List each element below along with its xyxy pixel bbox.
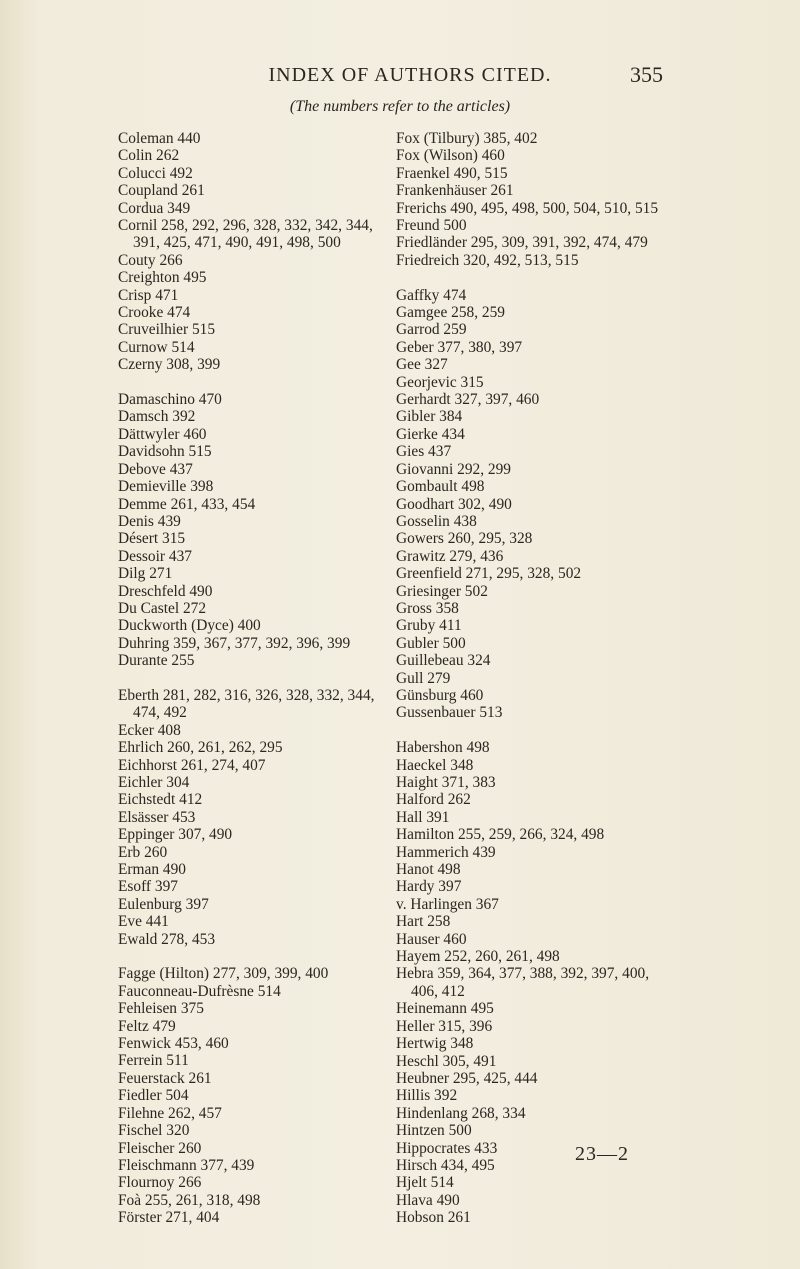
- index-entry: Grawitz 279, 436: [396, 547, 504, 565]
- index-entry: Eulenburg 397: [118, 895, 209, 913]
- index-entry: Heubner 295, 425, 444: [396, 1069, 538, 1087]
- index-entry: Hobson 261: [396, 1209, 471, 1227]
- index-entry: Günsburg 460: [396, 686, 484, 704]
- index-entry: Ferrein 511: [118, 1052, 189, 1070]
- index-entry: Dilg 271: [118, 565, 173, 583]
- index-entry: Heller 315, 396: [396, 1017, 493, 1035]
- index-entry: Gussenbauer 513: [396, 704, 503, 722]
- index-entry: Demme 261, 433, 454: [118, 495, 256, 513]
- index-entry: Damsch 392: [118, 408, 196, 426]
- index-entry: Dättwyler 460: [118, 425, 207, 443]
- index-entry: Heinemann 495: [396, 1000, 494, 1018]
- page-number: 355: [630, 62, 663, 87]
- left-index-column: [118, 130, 418, 1244]
- index-entry: Crooke 474: [118, 304, 191, 322]
- index-entry: Habershon 498: [396, 739, 490, 757]
- index-entry: Haight 371, 383: [396, 774, 496, 791]
- index-entry: Geber 377, 380, 397: [396, 338, 523, 356]
- index-entry: Fraenkel 490, 515: [396, 164, 508, 182]
- index-entry: Frankenhäuser 261: [396, 182, 514, 200]
- index-entry: Foà 255, 261, 318, 498: [118, 1191, 261, 1209]
- index-entry: Couty 266: [118, 251, 183, 269]
- index-entry: Filehne 262, 457: [118, 1104, 222, 1122]
- index-entry: Gombault 498: [396, 478, 485, 496]
- index-entry: Ecker 408: [118, 721, 181, 739]
- index-entry: Hamilton 255, 259, 266, 324, 498: [396, 826, 605, 844]
- letter-group: [118, 130, 418, 374]
- index-entry: Cruveilhier 515: [118, 321, 216, 339]
- index-entry-continuation: 391, 425, 471, 490, 491, 498, 500: [133, 234, 341, 252]
- index-entry: v. Harlingen 367: [396, 895, 499, 913]
- index-entry: Fischel 320: [118, 1122, 190, 1140]
- letter-group: [118, 687, 418, 948]
- index-entry: Gross 358: [396, 599, 459, 617]
- index-entry: Hardy 397: [396, 878, 462, 896]
- index-entry: Hammerich 439: [396, 843, 496, 861]
- index-entry: Giovanni 292, 299: [396, 460, 511, 478]
- index-entry: Halford 262: [396, 791, 471, 809]
- letter-group: [118, 965, 418, 1226]
- index-entry: Hauser 460: [396, 930, 467, 948]
- index-entry: Hebra 359, 364, 377, 388, 392, 397, 400,: [396, 965, 650, 983]
- index-entry-continuation: 406, 412: [411, 982, 465, 1000]
- index-entry: Fox (Tilbury) 385, 402: [396, 130, 538, 147]
- index-entry: Fenwick 453, 460: [118, 1035, 229, 1053]
- index-entry: Fleischmann 377, 439: [118, 1156, 255, 1174]
- index-entry: Davidsohn 515: [118, 443, 212, 461]
- index-entry: Georjevic 315: [396, 373, 484, 391]
- index-entry: Gierke 434: [396, 425, 465, 443]
- index-entry: Dreschfeld 490: [118, 582, 213, 600]
- index-note: (The numbers refer to the articles): [289, 98, 511, 115]
- right-index-column: [396, 130, 796, 1244]
- index-entry: Ewald 278, 453: [118, 930, 216, 948]
- index-entry: Hertwig 348: [396, 1035, 474, 1053]
- index-entry: Damaschino 470: [118, 391, 222, 409]
- index-entry: Hippocrates 433: [396, 1139, 498, 1157]
- index-entry: Eichstedt 412: [118, 791, 203, 809]
- index-entry: Gaffky 474: [396, 286, 467, 304]
- index-entry: Gibler 384: [396, 408, 463, 426]
- index-entry: Durante 255: [118, 652, 195, 670]
- index-entry: Erb 260: [118, 843, 168, 861]
- index-entry: Heschl 305, 491: [396, 1052, 497, 1070]
- index-entry: Coupland 261: [118, 182, 205, 200]
- index-entry: Erman 490: [118, 861, 186, 879]
- index-entry: Greenfield 271, 295, 328, 502: [396, 565, 582, 583]
- index-entry: Hillis 392: [396, 1087, 458, 1105]
- index-entry: Duckworth (Dyce) 400: [118, 617, 261, 635]
- index-entry: Debove 437: [118, 460, 193, 478]
- index-entry: Duhring 359, 367, 377, 392, 396, 399: [118, 634, 351, 652]
- index-entry: Creighton 495: [118, 269, 207, 287]
- index-entry: Goodhart 302, 490: [396, 495, 512, 513]
- index-entry: Feltz 479: [118, 1017, 176, 1035]
- index-entry: Eberth 281, 282, 316, 326, 328, 332, 344,: [118, 686, 375, 704]
- index-entry: Gosselin 438: [396, 512, 477, 530]
- index-entry: Colucci 492: [118, 164, 193, 182]
- index-entry: Fagge (Hilton) 277, 309, 399, 400: [118, 965, 329, 983]
- index-entry: Fehleisen 375: [118, 1000, 204, 1018]
- index-entry: Fox (Wilson) 460: [396, 147, 505, 165]
- index-entry: Fiedler 504: [118, 1087, 189, 1105]
- index-entry: Gull 279: [396, 669, 451, 687]
- letter-group: [396, 130, 796, 269]
- printer-signature: 23—2: [575, 1143, 629, 1165]
- index-entry: Gamgee 258, 259: [396, 304, 505, 322]
- index-entry: Haeckel 348: [396, 756, 474, 774]
- index-entry: Förster 271, 404: [118, 1209, 220, 1227]
- index-entry: Esoff 397: [118, 878, 178, 896]
- letter-group: [118, 391, 418, 670]
- index-entry: Elsässer 453: [118, 808, 196, 826]
- index-entry: Gruby 411: [396, 617, 462, 635]
- index-entry: Cordua 349: [118, 199, 191, 217]
- letter-group: [396, 287, 796, 722]
- index-entry: Eve 441: [118, 913, 169, 931]
- index-entry: Gowers 260, 295, 328: [396, 530, 533, 548]
- index-entry: Demieville 398: [118, 478, 214, 496]
- index-entry: Denis 439: [118, 512, 181, 530]
- index-entry: Freund 500: [396, 217, 467, 235]
- index-entry: Hart 258: [396, 913, 451, 931]
- index-entry: Feuerstack 261: [118, 1069, 212, 1087]
- index-entry: Désert 315: [118, 530, 186, 548]
- index-entry: Friedländer 295, 309, 391, 392, 474, 479: [396, 234, 648, 252]
- index-entry: Gies 437: [396, 443, 452, 461]
- index-entry: Hirsch 434, 495: [396, 1156, 495, 1174]
- running-header: INDEX OF AUTHORS CITED.: [268, 64, 552, 86]
- index-entry: Griesinger 502: [396, 582, 488, 600]
- index-entry: Coleman 440: [118, 130, 201, 147]
- index-entry: Hjelt 514: [396, 1174, 454, 1192]
- index-entry: Ehrlich 260, 261, 262, 295: [118, 739, 283, 757]
- index-entry: Czerny 308, 399: [118, 356, 221, 374]
- index-entry: Hall 391: [396, 808, 450, 826]
- index-entry: Eichhorst 261, 274, 407: [118, 756, 266, 774]
- index-entry: Fleischer 260: [118, 1139, 202, 1157]
- index-entry: Flournoy 266: [118, 1174, 202, 1192]
- index-entry: Guillebeau 324: [396, 652, 491, 670]
- index-entry: Crisp 471: [118, 286, 179, 304]
- index-entry: Cornil 258, 292, 296, 328, 332, 342, 344,: [118, 217, 373, 235]
- index-entry: Eppinger 307, 490: [118, 826, 233, 844]
- index-entry: Hindenlang 268, 334: [396, 1104, 526, 1122]
- index-entry: Gerhardt 327, 397, 460: [396, 391, 540, 409]
- index-entry: Hayem 252, 260, 261, 498: [396, 948, 560, 966]
- index-entry: Colin 262: [118, 147, 180, 165]
- index-entry: Fauconneau-Dufrèsne 514: [118, 982, 281, 1000]
- index-entry: Dessoir 437: [118, 547, 192, 565]
- index-entry: Hlava 490: [396, 1191, 460, 1209]
- index-entry-continuation: 474, 492: [133, 704, 187, 722]
- index-entry: Gubler 500: [396, 634, 466, 652]
- index-entry: Hanot 498: [396, 861, 461, 879]
- index-entry: Frerichs 490, 495, 498, 500, 504, 510, 515: [396, 199, 659, 217]
- index-entry: Garrod 259: [396, 321, 467, 339]
- index-entry: Friedreich 320, 492, 513, 515: [396, 251, 579, 269]
- index-entry: Du Castel 272: [118, 599, 207, 617]
- index-entry: Eichler 304: [118, 774, 190, 791]
- index-entry: Gee 327: [396, 356, 448, 374]
- index-entry: Hintzen 500: [396, 1122, 472, 1140]
- index-entry: Curnow 514: [118, 338, 195, 356]
